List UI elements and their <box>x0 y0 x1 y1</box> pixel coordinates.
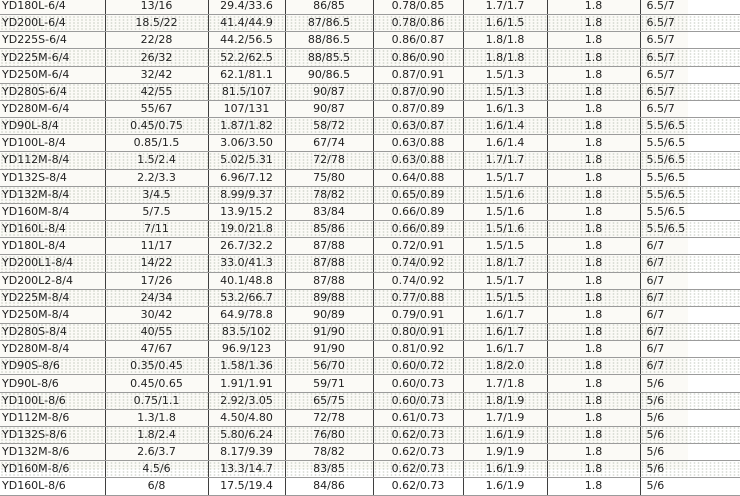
table-cell: 0.62/0.73 <box>373 426 463 443</box>
table-row <box>0 152 740 169</box>
table-cell: 86/85 <box>285 0 373 15</box>
table-cell: 91/90 <box>285 323 373 340</box>
table-cell: 0.66/0.89 <box>373 221 463 238</box>
table-row <box>0 32 740 49</box>
table-cell: 5/6 <box>640 426 740 443</box>
table-cell: 47/67 <box>105 341 208 358</box>
table-cell: 8.99/9.37 <box>208 186 285 203</box>
table-cell: 6.5/7 <box>640 100 740 117</box>
table-cell: 32/42 <box>105 66 208 83</box>
table-cell: 107/131 <box>208 100 285 117</box>
table-cell: 2.2/3.3 <box>105 169 208 186</box>
table-cell: 53.2/66.7 <box>208 289 285 306</box>
table-cell: 1.8 <box>547 323 640 340</box>
table-cell: 1.5/1.7 <box>463 169 547 186</box>
table-cell: 72/78 <box>285 409 373 426</box>
table-cell: 64.9/78.8 <box>208 306 285 323</box>
table-cell: 0.74/0.92 <box>373 255 463 272</box>
table-row <box>0 444 740 461</box>
table-row <box>0 0 740 15</box>
table-cell: 1.91/1.91 <box>208 375 285 392</box>
table-cell: 30/42 <box>105 306 208 323</box>
table-cell: 1.7/1.7 <box>463 152 547 169</box>
table-cell: 78/82 <box>285 444 373 461</box>
table-cell: 0.60/0.72 <box>373 358 463 375</box>
table-cell: 1.5/1.6 <box>463 186 547 203</box>
table-cell: 89/88 <box>285 289 373 306</box>
table-cell: 5.5/6.5 <box>640 135 740 152</box>
table-cell: 1.8/1.8 <box>463 32 547 49</box>
table-cell: 0.65/0.89 <box>373 186 463 203</box>
table-cell: 75/80 <box>285 169 373 186</box>
table-row <box>0 118 740 135</box>
table-cell: 81.5/107 <box>208 83 285 100</box>
table-cell: 0.61/0.73 <box>373 409 463 426</box>
table-cell: YD250M-6/4 <box>0 66 105 83</box>
table-cell: 1.8 <box>547 32 640 49</box>
table-cell: 1.6/1.5 <box>463 15 547 32</box>
table-cell: 1.8 <box>547 49 640 66</box>
table-cell: 0.45/0.75 <box>105 118 208 135</box>
table-cell: 5.5/6.5 <box>640 169 740 186</box>
table-cell: 5.02/5.31 <box>208 152 285 169</box>
table-cell: 1.8 <box>547 152 640 169</box>
table-cell: 29.4/33.6 <box>208 0 285 15</box>
table-cell: 87/88 <box>285 255 373 272</box>
table-cell: 6/7 <box>640 289 740 306</box>
table-cell: 1.9/1.9 <box>463 444 547 461</box>
table-cell: 87/88 <box>285 272 373 289</box>
table-cell: 6/7 <box>640 272 740 289</box>
table-cell: 1.5/1.3 <box>463 83 547 100</box>
table-cell: 0.87/0.89 <box>373 100 463 117</box>
table-cell: 2.6/3.7 <box>105 444 208 461</box>
table-cell: 1.8/2.0 <box>463 358 547 375</box>
table-cell: 0.86/0.90 <box>373 49 463 66</box>
table-cell: 1.8 <box>547 306 640 323</box>
table-row <box>0 221 740 238</box>
table-cell: 2.92/3.05 <box>208 392 285 409</box>
table-cell: 1.6/1.9 <box>463 478 547 495</box>
table-cell: 1.8/2.4 <box>105 426 208 443</box>
table-cell: 91/90 <box>285 341 373 358</box>
table-cell: 58/72 <box>285 118 373 135</box>
table-cell: 59/71 <box>285 375 373 392</box>
table-cell: 0.72/0.91 <box>373 238 463 255</box>
table-cell: 7/11 <box>105 221 208 238</box>
table-cell: 1.7/1.7 <box>463 0 547 15</box>
table-cell: 0.64/0.88 <box>373 169 463 186</box>
table-cell: 83.5/102 <box>208 323 285 340</box>
table-cell: 0.78/0.85 <box>373 0 463 15</box>
table-cell: YD160M-8/6 <box>0 461 105 478</box>
table-cell: 1.8 <box>547 426 640 443</box>
table-cell: 0.80/0.91 <box>373 323 463 340</box>
table-cell: YD225S-6/4 <box>0 32 105 49</box>
table-cell: YD180L-8/4 <box>0 238 105 255</box>
table-cell: 1.8 <box>547 478 640 495</box>
table-cell: 5.5/6.5 <box>640 186 740 203</box>
table-cell: 6/7 <box>640 255 740 272</box>
table-cell: 1.8 <box>547 409 640 426</box>
table-cell: 6/7 <box>640 238 740 255</box>
table-cell: 1.6/1.7 <box>463 306 547 323</box>
table-cell: 5/7.5 <box>105 203 208 220</box>
table-cell: 19.0/21.8 <box>208 221 285 238</box>
table-cell: 0.81/0.92 <box>373 341 463 358</box>
table-cell: YD280M-6/4 <box>0 100 105 117</box>
table-cell: 0.87/0.91 <box>373 66 463 83</box>
table-cell: YD180L-6/4 <box>0 0 105 15</box>
table-cell: 0.63/0.88 <box>373 152 463 169</box>
table-cell: 44.2/56.5 <box>208 32 285 49</box>
table-cell: 0.62/0.73 <box>373 444 463 461</box>
table-cell: 0.62/0.73 <box>373 461 463 478</box>
table-cell: 0.60/0.73 <box>373 375 463 392</box>
table-cell: 33.0/41.3 <box>208 255 285 272</box>
table-cell: 24/34 <box>105 289 208 306</box>
table-row <box>0 135 740 152</box>
table-cell: 1.8/1.7 <box>463 255 547 272</box>
table-cell: 1.8 <box>547 341 640 358</box>
table-row <box>0 461 740 478</box>
table-cell: 0.86/0.87 <box>373 32 463 49</box>
table-cell: YD225M-8/4 <box>0 289 105 306</box>
table-cell: 3.06/3.50 <box>208 135 285 152</box>
table-cell: 5.5/6.5 <box>640 118 740 135</box>
table-row <box>0 15 740 32</box>
table-cell: 5/6 <box>640 444 740 461</box>
table-cell: 8.17/9.39 <box>208 444 285 461</box>
table-cell: 1.8/1.9 <box>463 392 547 409</box>
table-cell: 6.5/7 <box>640 83 740 100</box>
table-cell: 1.7/1.9 <box>463 409 547 426</box>
table-row <box>0 392 740 409</box>
table-cell: 62.1/81.1 <box>208 66 285 83</box>
table-cell: 3/4.5 <box>105 186 208 203</box>
table-cell: YD90L-8/4 <box>0 118 105 135</box>
table-cell: 1.8 <box>547 203 640 220</box>
table-row <box>0 272 740 289</box>
table-cell: 1.8 <box>547 392 640 409</box>
table-cell: YD160M-8/4 <box>0 203 105 220</box>
table-cell: 1.5/1.3 <box>463 66 547 83</box>
table-row <box>0 426 740 443</box>
table-cell: 1.8 <box>547 461 640 478</box>
table-cell: 90/86.5 <box>285 66 373 83</box>
table-cell: 1.6/1.3 <box>463 100 547 117</box>
table-cell: 26/32 <box>105 49 208 66</box>
table-cell: 1.8 <box>547 169 640 186</box>
table-row <box>0 255 740 272</box>
table-cell: 1.6/1.9 <box>463 426 547 443</box>
table-cell: 0.66/0.89 <box>373 203 463 220</box>
table-cell: 0.74/0.92 <box>373 272 463 289</box>
table-row <box>0 49 740 66</box>
table-cell: 13/16 <box>105 0 208 15</box>
table-cell: 1.6/1.7 <box>463 341 547 358</box>
table-cell: 1.8 <box>547 375 640 392</box>
table-cell: 52.2/62.5 <box>208 49 285 66</box>
table-cell: 0.63/0.88 <box>373 135 463 152</box>
table-cell: 1.8 <box>547 358 640 375</box>
table-cell: 90/87 <box>285 83 373 100</box>
table-cell: YD200L2-8/4 <box>0 272 105 289</box>
table-cell: YD280S-8/4 <box>0 323 105 340</box>
table-cell: 5/6 <box>640 478 740 495</box>
table-cell: 1.5/1.7 <box>463 272 547 289</box>
table-cell: 55/67 <box>105 100 208 117</box>
table-cell: YD225M-6/4 <box>0 49 105 66</box>
table-cell: 0.75/1.1 <box>105 392 208 409</box>
table-row <box>0 323 740 340</box>
table-cell: 4.5/6 <box>105 461 208 478</box>
table-cell: 1.8 <box>547 272 640 289</box>
table-cell: YD280S-6/4 <box>0 83 105 100</box>
table-cell: YD90S-8/6 <box>0 358 105 375</box>
table-cell: 1.8 <box>547 444 640 461</box>
table-cell: 1.8 <box>547 15 640 32</box>
table-cell: 1.6/1.9 <box>463 461 547 478</box>
table-cell: 5.80/6.24 <box>208 426 285 443</box>
table-cell: 0.60/0.73 <box>373 392 463 409</box>
table-row <box>0 478 740 495</box>
table-cell: 65/75 <box>285 392 373 409</box>
table-cell: YD132S-8/6 <box>0 426 105 443</box>
table-cell: 1.8/1.8 <box>463 49 547 66</box>
table-cell: 6.5/7 <box>640 15 740 32</box>
table-row <box>0 375 740 392</box>
table-cell: 14/22 <box>105 255 208 272</box>
table-cell: 6.5/7 <box>640 0 740 15</box>
table-cell: YD200L-6/4 <box>0 15 105 32</box>
table-cell: YD100L-8/4 <box>0 135 105 152</box>
table-cell: 5/6 <box>640 409 740 426</box>
table-cell: 1.5/1.5 <box>463 238 547 255</box>
table-cell: 78/82 <box>285 186 373 203</box>
table-cell: 87/88 <box>285 238 373 255</box>
table-cell: YD112M-8/4 <box>0 152 105 169</box>
table-cell: 18.5/22 <box>105 15 208 32</box>
table-cell: 6.96/7.12 <box>208 169 285 186</box>
table-cell: 1.5/2.4 <box>105 152 208 169</box>
table-cell: 1.8 <box>547 238 640 255</box>
table-cell: YD100L-8/6 <box>0 392 105 409</box>
table-cell: 6.5/7 <box>640 49 740 66</box>
table-cell: 6/7 <box>640 323 740 340</box>
table-cell: 1.8 <box>547 83 640 100</box>
table-cell: 6/8 <box>105 478 208 495</box>
table-cell: 85/86 <box>285 221 373 238</box>
table-cell: 87/86.5 <box>285 15 373 32</box>
table-cell: 6/7 <box>640 306 740 323</box>
table-cell: 56/70 <box>285 358 373 375</box>
table-cell: 0.62/0.73 <box>373 478 463 495</box>
table-cell: 90/87 <box>285 100 373 117</box>
table-cell: 1.8 <box>547 289 640 306</box>
table-cell: 76/80 <box>285 426 373 443</box>
table-cell: 1.8 <box>547 255 640 272</box>
table-row <box>0 289 740 306</box>
table-row <box>0 341 740 358</box>
table-cell: 1.8 <box>547 0 640 15</box>
table-cell: 1.7/1.8 <box>463 375 547 392</box>
table-cell: 11/17 <box>105 238 208 255</box>
table-cell: 67/74 <box>285 135 373 152</box>
table-cell: YD160L-8/4 <box>0 221 105 238</box>
table-cell: 6/7 <box>640 358 740 375</box>
table-row <box>0 169 740 186</box>
table-cell: 1.3/1.8 <box>105 409 208 426</box>
table-cell: 0.87/0.90 <box>373 83 463 100</box>
table-cell: 1.8 <box>547 186 640 203</box>
table-cell: 42/55 <box>105 83 208 100</box>
table-cell: 5.5/6.5 <box>640 152 740 169</box>
table-row <box>0 186 740 203</box>
table-cell: 41.4/44.9 <box>208 15 285 32</box>
table-cell: 88/85.5 <box>285 49 373 66</box>
table-cell: 84/86 <box>285 478 373 495</box>
table-cell: 17/26 <box>105 272 208 289</box>
table-cell: 1.6/1.4 <box>463 118 547 135</box>
table-cell: 1.8 <box>547 66 640 83</box>
table-cell: 22/28 <box>105 32 208 49</box>
table-cell: 5.5/6.5 <box>640 203 740 220</box>
table-cell: 17.5/19.4 <box>208 478 285 495</box>
table-row <box>0 83 740 100</box>
table-cell: 0.78/0.86 <box>373 15 463 32</box>
table-cell: 6/7 <box>640 341 740 358</box>
table-cell: 1.5/1.6 <box>463 221 547 238</box>
table-cell: 0.77/0.88 <box>373 289 463 306</box>
table-cell: 83/85 <box>285 461 373 478</box>
table-cell: 1.87/1.82 <box>208 118 285 135</box>
table-cell: YD200L1-8/4 <box>0 255 105 272</box>
table-cell: 72/78 <box>285 152 373 169</box>
table-cell: 1.8 <box>547 221 640 238</box>
table-cell: 5/6 <box>640 392 740 409</box>
table-cell: 0.45/0.65 <box>105 375 208 392</box>
table-cell: 96.9/123 <box>208 341 285 358</box>
table-cell: YD112M-8/6 <box>0 409 105 426</box>
table-cell: 5/6 <box>640 461 740 478</box>
table-cell: 40/55 <box>105 323 208 340</box>
table-row <box>0 203 740 220</box>
table-cell: YD250M-8/4 <box>0 306 105 323</box>
table-cell: 5/6 <box>640 375 740 392</box>
table-cell: 0.63/0.87 <box>373 118 463 135</box>
table-cell: 1.6/1.4 <box>463 135 547 152</box>
table-row <box>0 409 740 426</box>
table-row <box>0 238 740 255</box>
table-row <box>0 306 740 323</box>
table-cell: YD132M-8/4 <box>0 186 105 203</box>
table-cell: 0.85/1.5 <box>105 135 208 152</box>
table-cell: 1.8 <box>547 100 640 117</box>
table-cell: 83/84 <box>285 203 373 220</box>
table-cell: 6.5/7 <box>640 32 740 49</box>
table-cell: YD132M-8/6 <box>0 444 105 461</box>
table-cell: 0.35/0.45 <box>105 358 208 375</box>
table-cell: 1.5/1.6 <box>463 203 547 220</box>
table-cell: 1.58/1.36 <box>208 358 285 375</box>
table-row <box>0 100 740 117</box>
table-cell: 1.6/1.7 <box>463 323 547 340</box>
table-cell: 13.3/14.7 <box>208 461 285 478</box>
table-cell: 5.5/6.5 <box>640 221 740 238</box>
table-cell: 1.8 <box>547 135 640 152</box>
table-row <box>0 66 740 83</box>
table-cell: 4.50/4.80 <box>208 409 285 426</box>
table-cell: 6.5/7 <box>640 66 740 83</box>
table-cell: YD160L-8/6 <box>0 478 105 495</box>
table-cell: 1.8 <box>547 118 640 135</box>
table-cell: 0.79/0.91 <box>373 306 463 323</box>
table-cell: 90/89 <box>285 306 373 323</box>
table-cell: 40.1/48.8 <box>208 272 285 289</box>
table-cell: YD132S-8/4 <box>0 169 105 186</box>
table-cell: 1.5/1.5 <box>463 289 547 306</box>
table-cell: 26.7/32.2 <box>208 238 285 255</box>
table-cell: YD90L-8/6 <box>0 375 105 392</box>
table-cell: YD280M-8/4 <box>0 341 105 358</box>
table-cell: 88/86.5 <box>285 32 373 49</box>
table-cell: 13.9/15.2 <box>208 203 285 220</box>
table-row <box>0 358 740 375</box>
